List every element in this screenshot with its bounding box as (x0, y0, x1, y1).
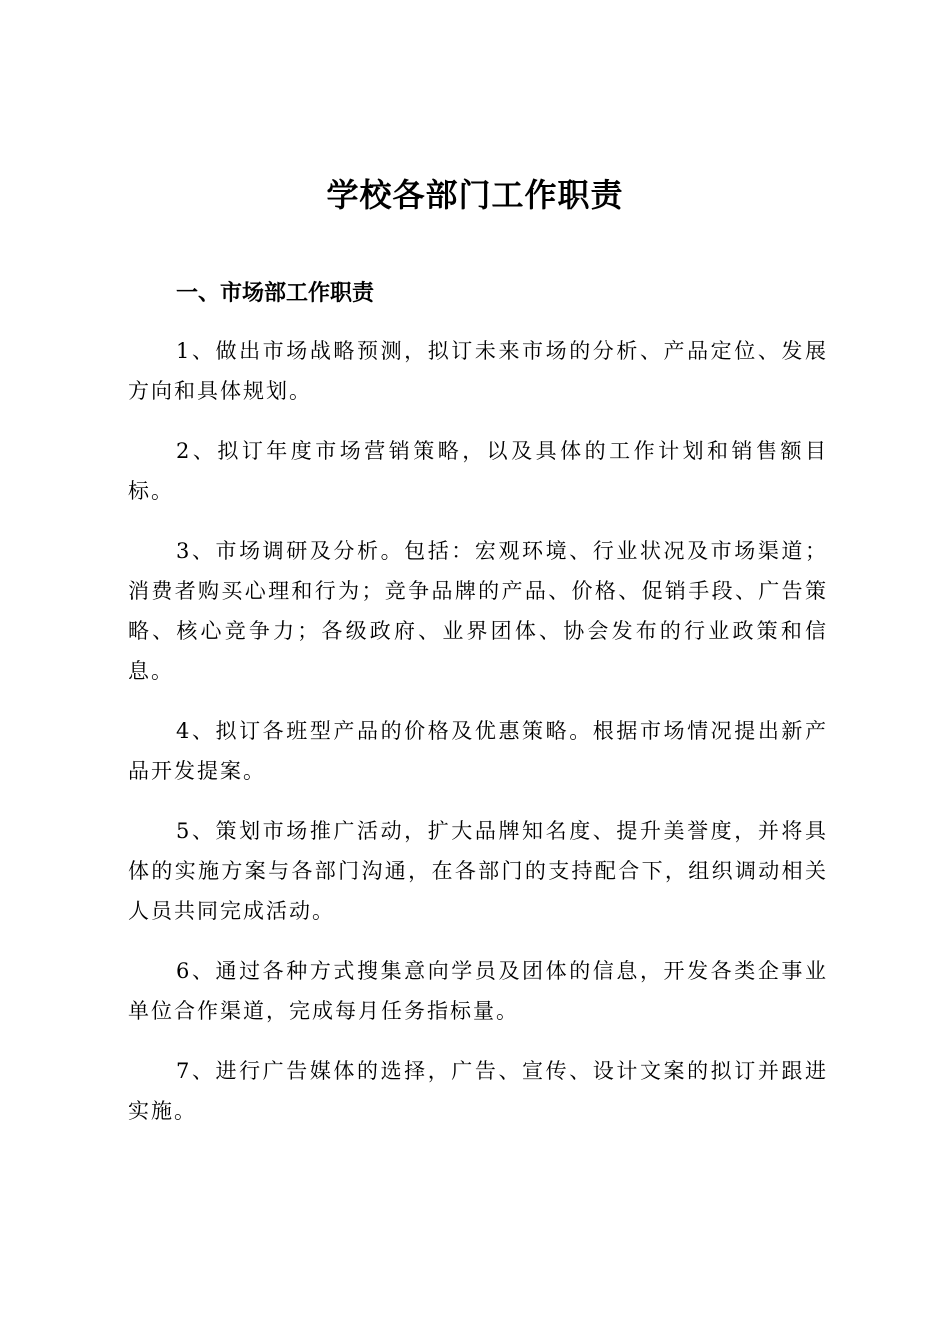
duty-item-1: 1、做出市场战略预测，拟订未来市场的分析、产品定位、发展方向和具体规划。 (128, 339, 828, 403)
duty-item-5: 5、策划市场推广活动，扩大品牌知名度、提升美誉度，并将具体的实施方案与各部门沟通，在各部门的支持配合下，组织调动相关人员共同完成活动。 (128, 819, 828, 923)
duty-item-7: 7、进行广告媒体的选择，广告、宣传、设计文案的拟订并跟进实施。 (128, 1059, 828, 1123)
duty-list (128, 331, 828, 1151)
duty-item-2: 2、拟订年度市场营销策略，以及具体的工作计划和销售额目标。 (128, 439, 828, 503)
duty-item-3: 3、市场调研及分析。包括：宏观环境、行业状况及市场渠道；消费者购买心理和行为；竞争品牌的产品、价格、促销手段、广告策略、核心竞争力；各级政府、业界团体、协会发布的行业政策和信息。 (128, 539, 828, 683)
section-heading: 一、市场部工作职责 (176, 281, 375, 306)
duty-item-6: 6、通过各种方式搜集意向学员及团体的信息，开发各类企事业单位合作渠道，完成每月任务指标量。 (128, 959, 828, 1023)
document-title: 学校各部门工作职责 (326, 176, 624, 214)
duty-item-4: 4、拟订各班型产品的价格及优惠策略。根据市场情况提出新产品开发提案。 (128, 719, 828, 783)
